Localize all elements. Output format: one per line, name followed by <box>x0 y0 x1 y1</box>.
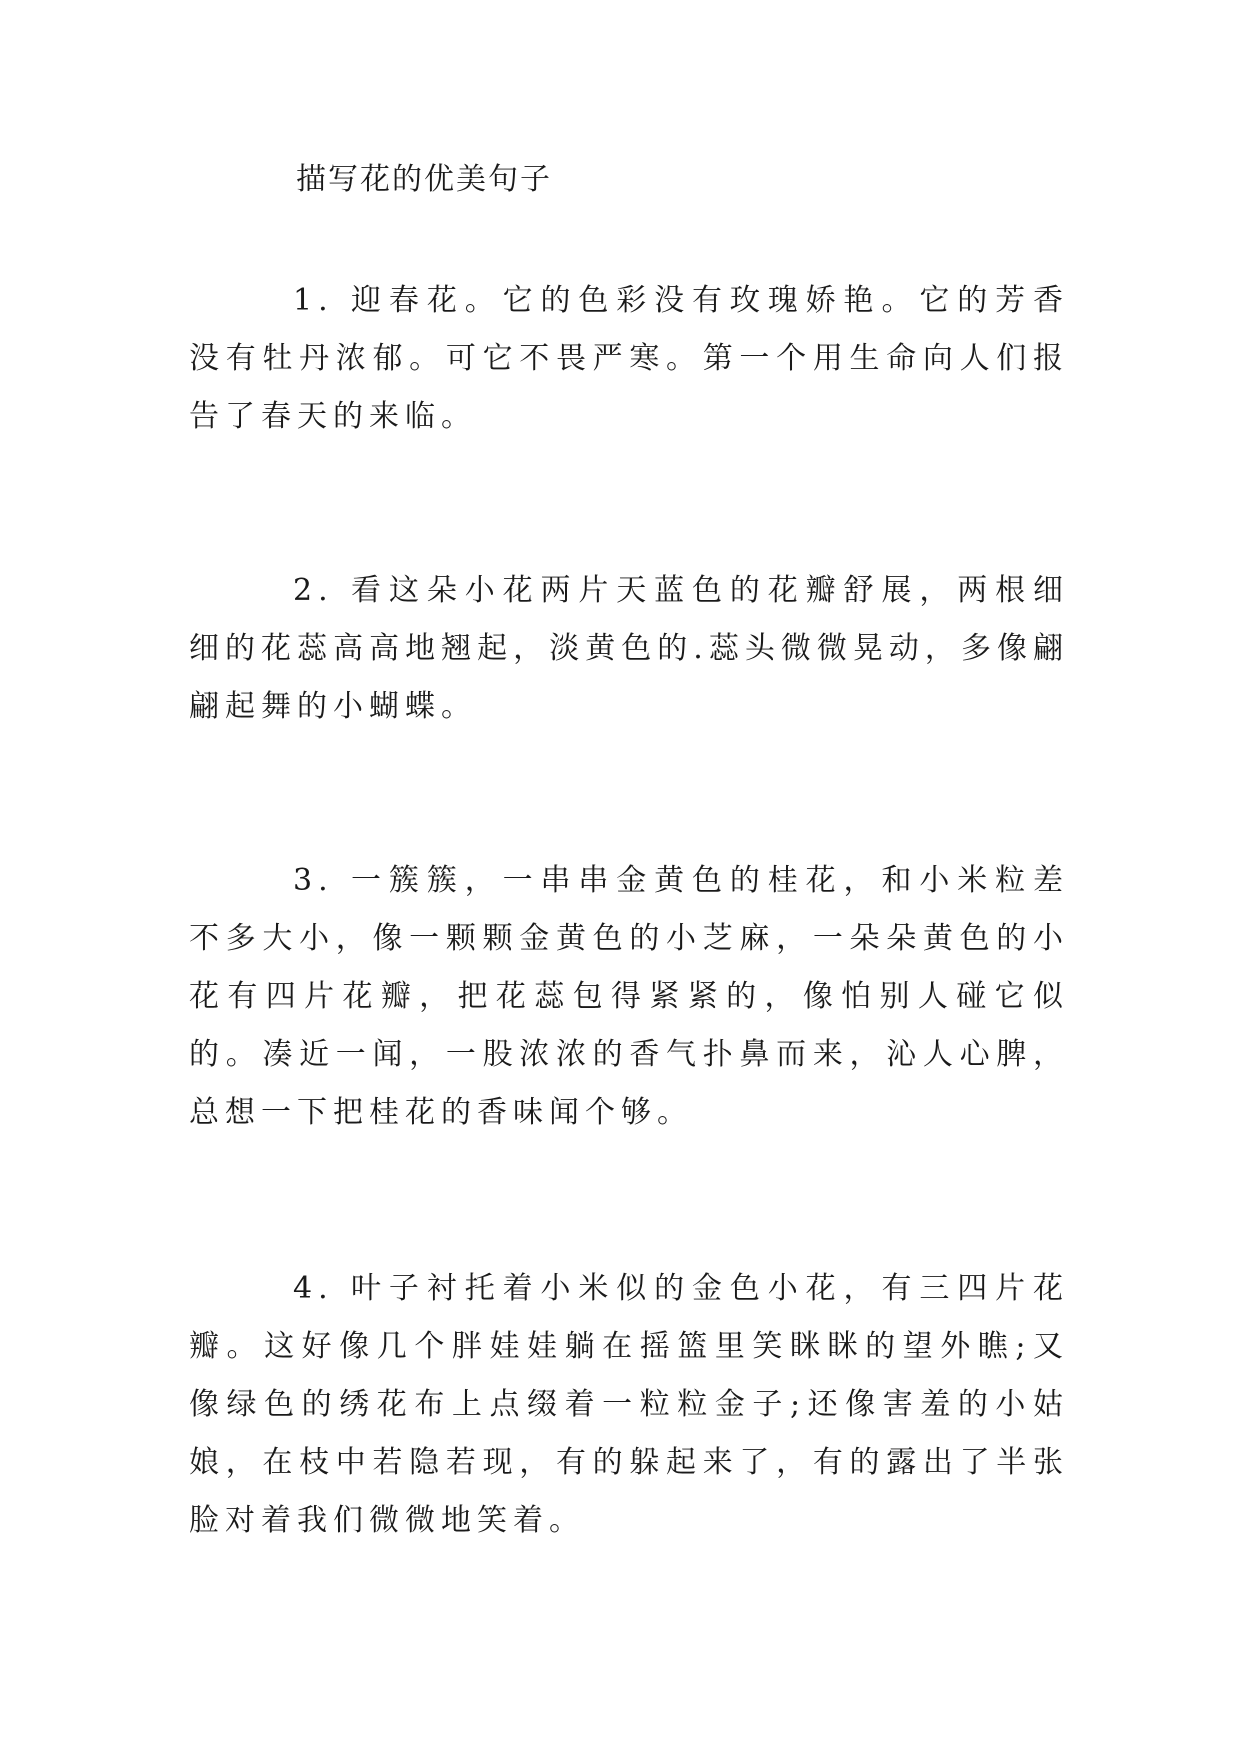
document-title: 描写花的优美句子 <box>296 162 552 197</box>
paragraph-4: 4. 叶子衬托着小米似的金色小花，有三四片花瓣。这好像几个胖娃娃躺在摇篮里笑眯眯的望外瞧;又像绿色的绣花布上点缀着一粒粒金子;还像害羞的小姑娘，在枝中若隐若现，有的躲起来了，有的露出了半张脸对着我们微微地笑着。 <box>189 1271 1069 1538</box>
paragraph-3: 3. 一簇簇，一串串金黄色的桂花，和小米粒差不多大小，像一颗颗金黄色的小芝麻，一朵朵黄色的小花有四片花瓣，把花蕊包得紧紧的，像怕别人碰它似的。凑近一闻，一股浓浓的香气扑鼻而来，沁人心脾，总想一下把桂花的香味闻个够。 <box>189 863 1069 1130</box>
paragraph-1: 1. 迎春花。它的色彩没有玫瑰娇艳。它的芳香没有牡丹浓郁。可它不畏严寒。第一个用生命向人们报告了春天的来临。 <box>189 283 1069 434</box>
paragraph-2: 2. 看这朵小花两片天蓝色的花瓣舒展，两根细细的花蕊高高地翘起，淡黄色的.蕊头微微晃动，多像翩翩起舞的小蝴蝶。 <box>189 573 1069 724</box>
